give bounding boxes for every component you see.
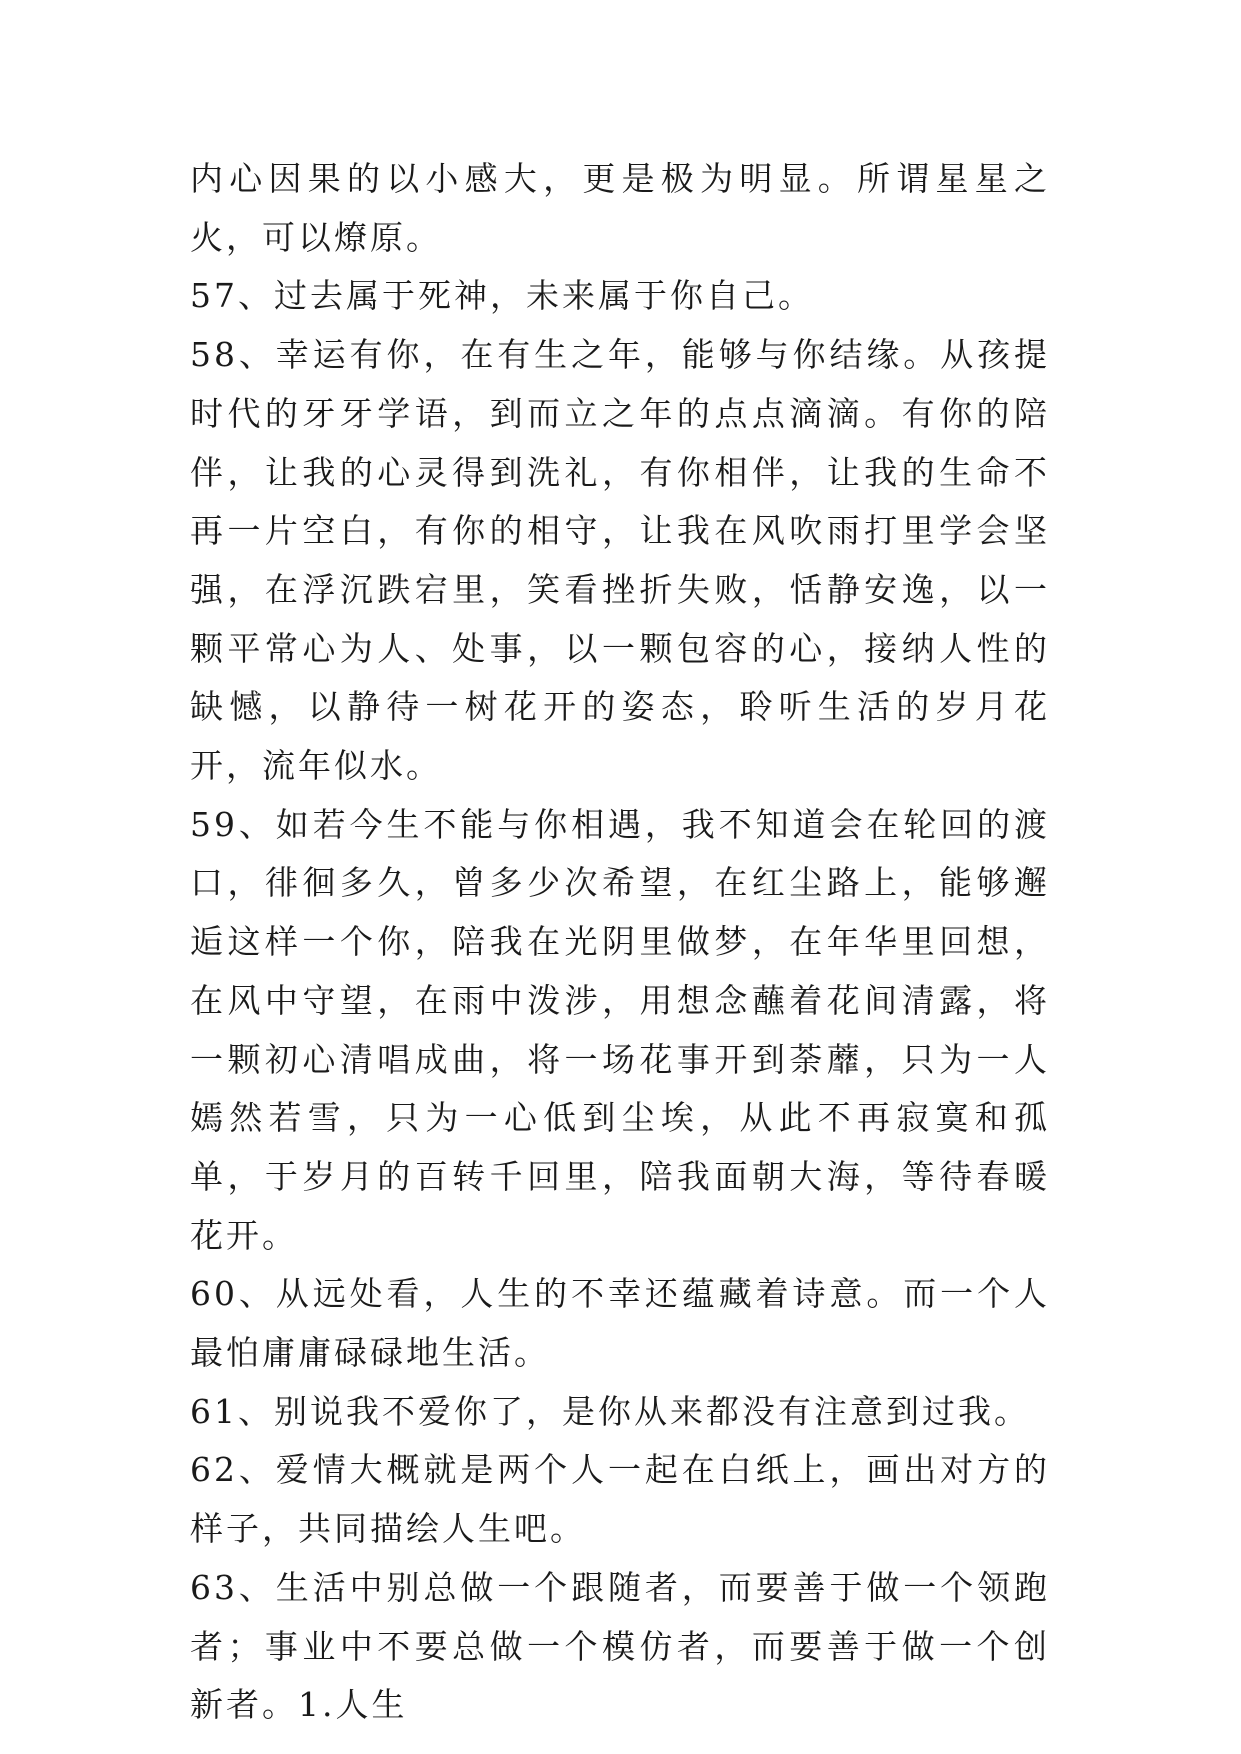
paragraph-60: 60、从远处看，人生的不幸还蕴藏着诗意。而一个人最怕庸庸碌碌地生活。 — [190, 1274, 1050, 1373]
document-body — [190, 150, 1050, 1735]
paragraph-56-continuation: 内心因果的以小感大，更是极为明显。所谓星星之火，可以燎原。 — [190, 159, 1050, 257]
paragraph-57: 57、过去属于死神，未来属于你自己。 — [190, 276, 814, 316]
paragraph-58: 58、幸运有你，在有生之年，能够与你结缘。从孩提时代的牙牙学语，到而立之年的点点滴滴。有你的陪伴，让我的心灵得到洗礼，有你相伴，让我的生命不再一片空白，有你的相守，让我在风吹雨打里学会坚强，在浮沉跌宕里，笑看挫折失败，恬静安逸，以一颗平常心为人、处事，以一颗包容的心，接纳人性的缺憾，以静待一树花开的姿态，聆听生活的岁月花开，流年似水。 — [190, 335, 1050, 786]
paragraph-62: 62、爱情大概就是两个人一起在白纸上，画出对方的样子，共同描绘人生吧。 — [190, 1450, 1050, 1549]
paragraph-59: 59、如若今生不能与你相遇，我不知道会在轮回的渡口，徘徊多久，曾多少次希望，在红尘路上，能够邂逅这样一个你，陪我在光阴里做梦，在年华里回想，在风中守望，在雨中泼涉，用想念蘸着花间清露，将一颗初心清唱成曲，将一场花事开到荼蘼，只为一人嫣然若雪，只为一心低到尘埃，从此不再寂寞和孤单，于岁月的百转千回里，陪我面朝大海，等待春暖花开。 — [190, 804, 1050, 1255]
paragraph-63: 63、生活中别总做一个跟随者，而要善于做一个领跑者；事业中不要总做一个模仿者，而要善于做一个创新者。1.人生 — [190, 1567, 1050, 1725]
paragraph-61: 61、别说我不爱你了，是你从来都没有注意到过我。 — [190, 1391, 1030, 1431]
